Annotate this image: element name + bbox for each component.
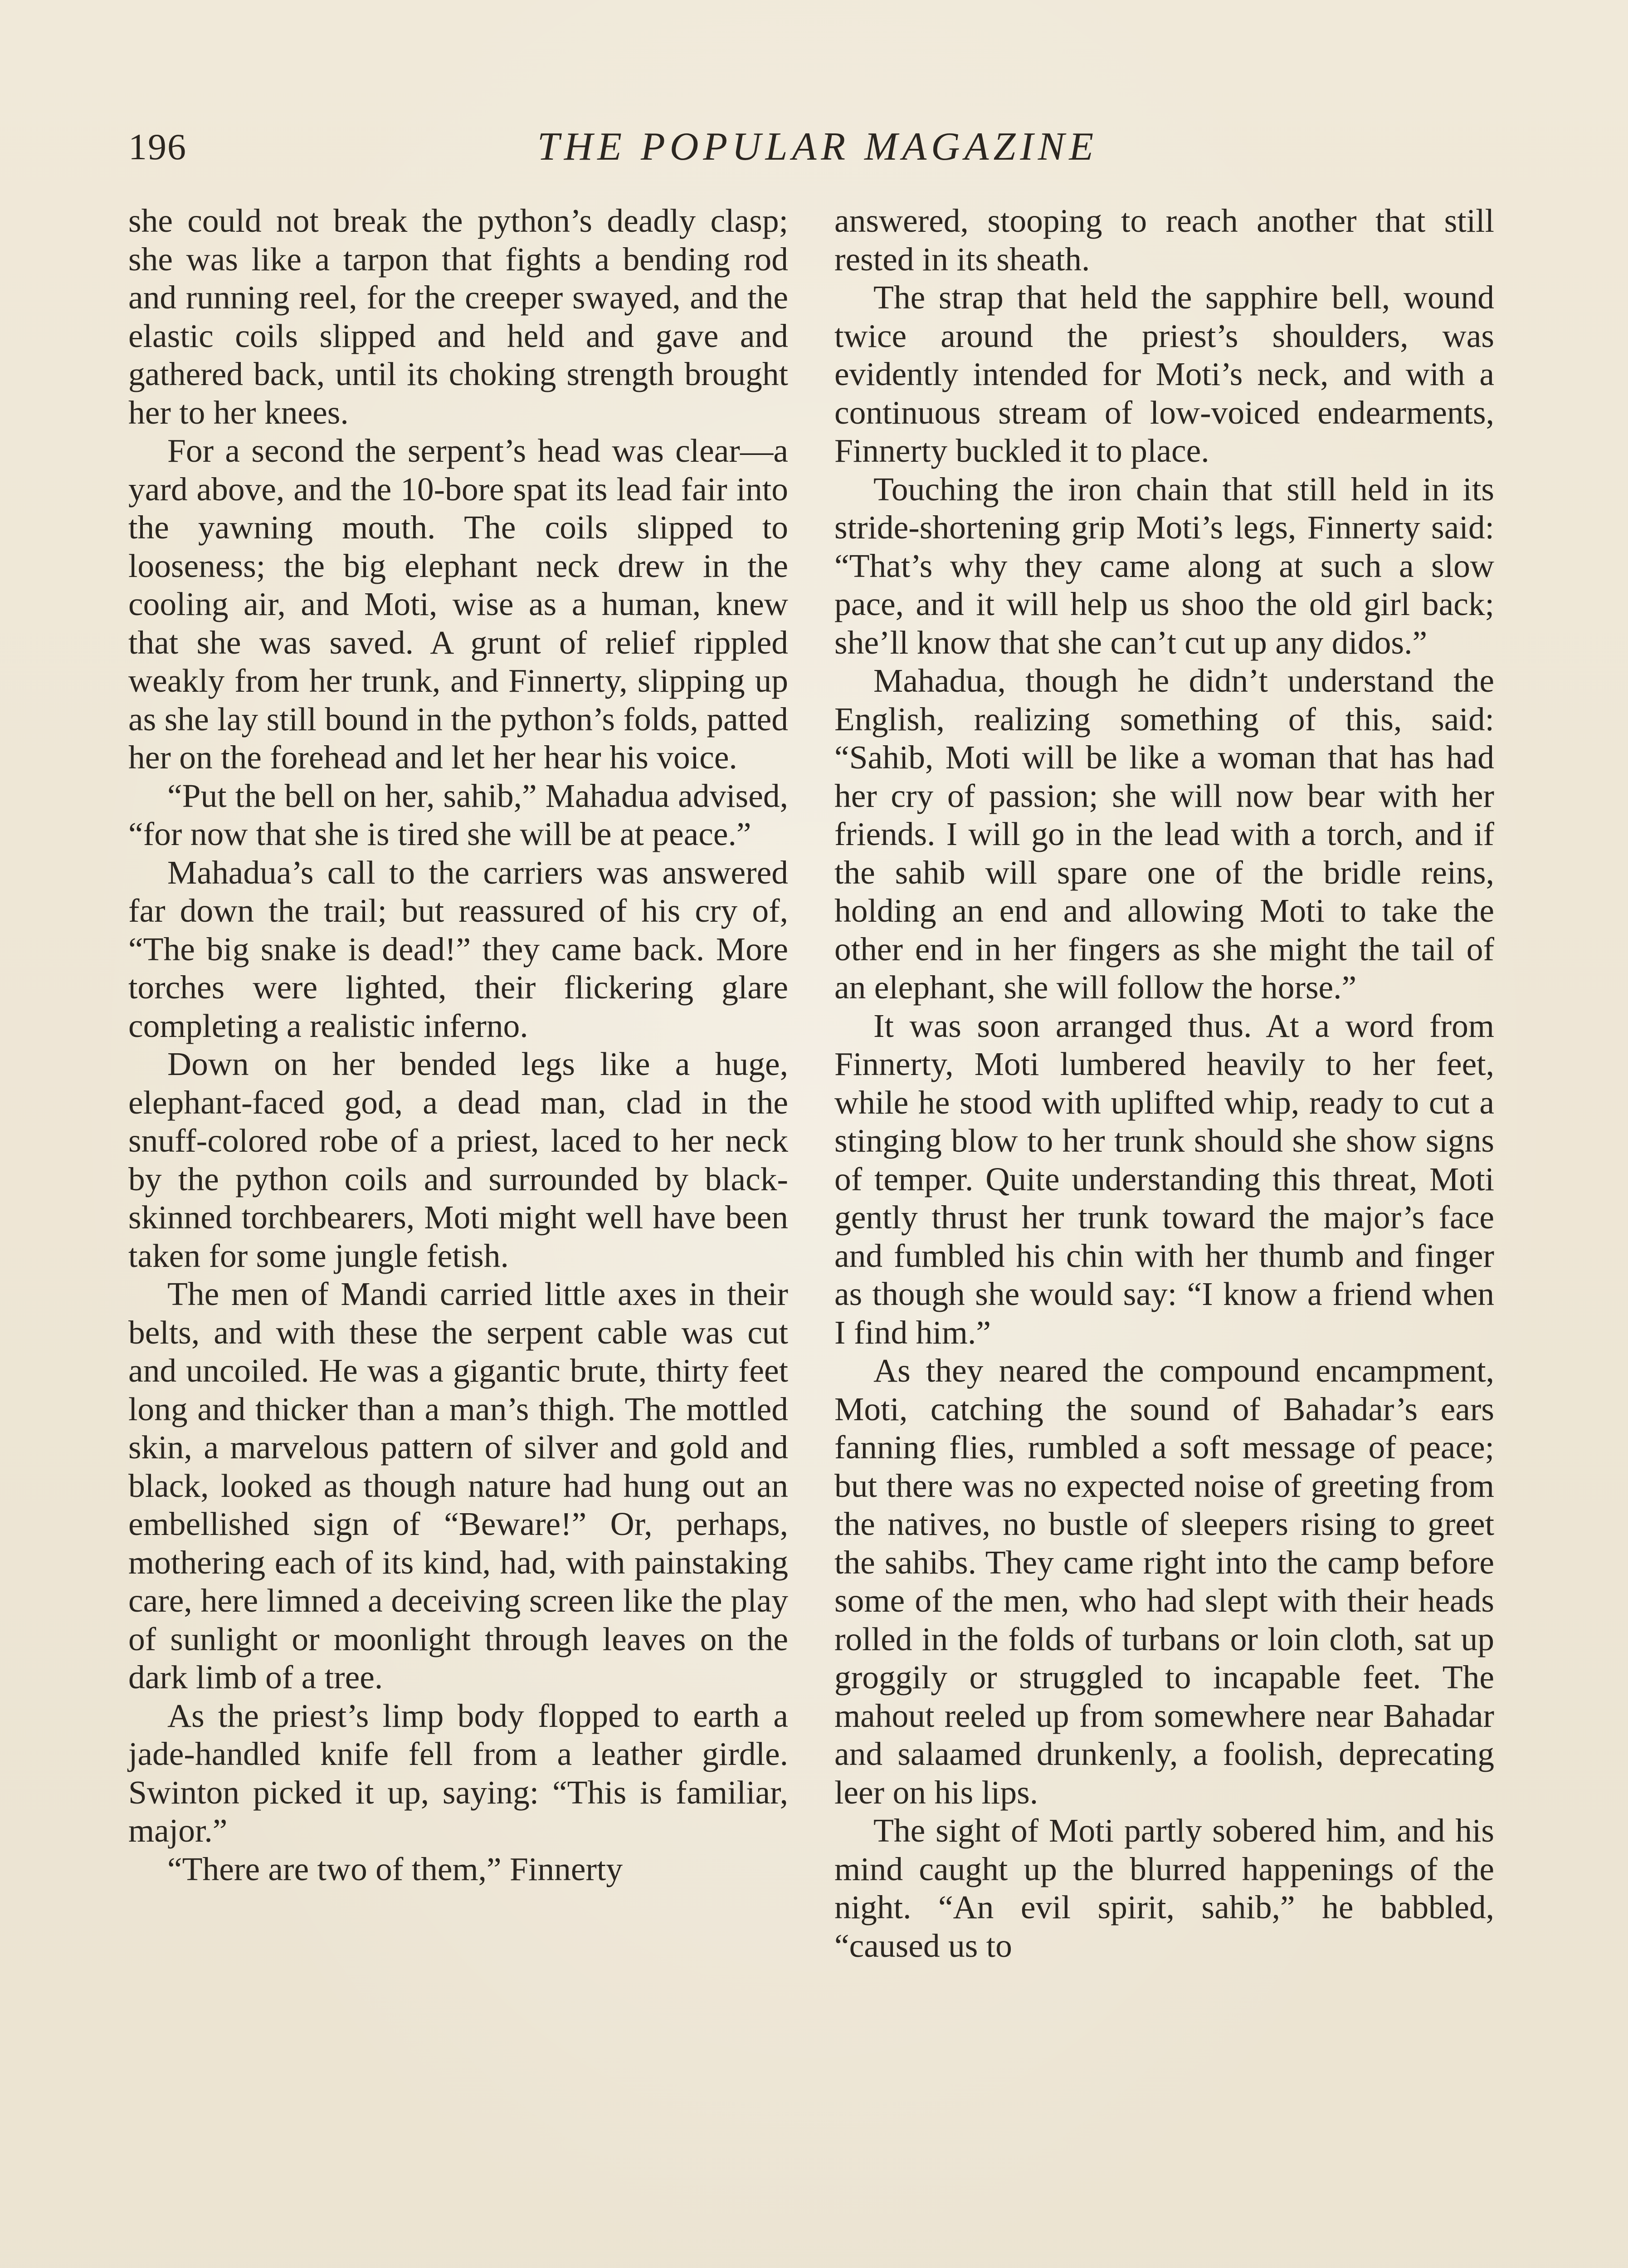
page-number: 196 xyxy=(128,126,187,167)
right-column xyxy=(834,202,1494,1965)
paragraph: The sight of Moti partly sobered him, and his mind caught up the blurred happenings of the night. “An evil spirit, sahib,” he babbled, “caused us to xyxy=(834,1812,1494,1964)
paragraph: As the priest’s limp body flopped to earth a jade-handled knife fell from a leather girdle. Swinton picked it up, saying: “This is familiar, major.” xyxy=(128,1697,788,1849)
paragraph: Mahadua, though he didn’t understand the English, realizing something of this, said: “Sahib, Moti will be like a woman that has had her cry of passion; she will now bear with her friends. I will go in the lead with a torch, and if the sahib will spare one of the bridle reins, holding an end and allowing Moti to take the other end in her fingers as she might the tail of an elephant, she will follow the horse.” xyxy=(834,662,1494,1006)
running-head: THE POPULAR MAGAZINE xyxy=(537,125,1098,169)
paragraph: It was soon arranged thus. At a word from Finnerty, Moti lumbered heavily to her feet, while he stood with uplifted whip, ready to cut a stinging blow to her trunk should she show signs of temper. Quite understanding this threat, Moti gently thrust her trunk toward the major’s face and fumbled his chin with her thumb and finger as though she would say: “I know a friend when I find him.” xyxy=(834,1007,1494,1351)
paragraph: Down on her bended legs like a huge, elephant-faced god, a dead man, clad in the snuff-colored robe of a priest, laced to her neck by the python coils and surrounded by black-skinned torchbearers, Moti might well have been taken for some jungle fetish. xyxy=(128,1046,788,1274)
paragraph: As they neared the compound encampment, Moti, catching the sound of Bahadar’s ears fanning flies, rumbled a soft message of peace; but there was no expected noise of greeting from the natives, no bustle of sleepers rising to greet the sahibs. They came right into the camp before some of the men, who had slept with their heads rolled in the folds of turbans or loin cloth, sat up groggily or struggled to incapable feet. The mahout reeled up from somewhere near Bahadar and salaamed drunkenly, a foolish, deprecating leer on his lips. xyxy=(834,1352,1494,1811)
page-header xyxy=(128,116,1507,179)
paragraph: Touching the iron chain that still held in its stride-shortening grip Moti’s legs, Finnerty said: “That’s why they came along at such a slow pace, and it will help us shoo the old girl back; she’ll know that she can’t cut up any didos.” xyxy=(834,470,1494,661)
paragraph: For a second the serpent’s head was clear—a yard above, and the 10-bore spat its lead fair into the yawning mouth. The coils slipped to looseness; the big elephant neck drew in the cooling air, and Moti, wise as a human, knew that she was saved. A grunt of relief rippled weakly from her trunk, and Finnerty, slipping up as she lay still bound in the python’s folds, patted her on the forehead and let her hear his voice. xyxy=(128,432,788,776)
paragraph: “There are two of them,” Finnerty xyxy=(167,1850,623,1887)
paragraph: she could not break the python’s deadly clasp; she was like a tarpon that fights a bending rod and running reel, for the creeper swayed, and the elastic coils slipped and held and gave and gathered back, until its choking strength brought her to her knees. xyxy=(128,202,788,431)
left-column xyxy=(128,202,788,1888)
paragraph: “Put the bell on her, sahib,” Mahadua advised, “for now that she is tired she will be at peace.” xyxy=(128,777,788,852)
paragraph: Mahadua’s call to the carriers was answered far down the trail; but reassured of his cry of, “The big snake is dead!” they came back. More torches were lighted, their flickering glare completing a realistic inferno. xyxy=(128,854,788,1044)
paragraph: answered, stooping to reach another that still rested in its sheath. xyxy=(834,202,1494,278)
paragraph: The men of Mandi carried little axes in their belts, and with these the serpent cable was cut and uncoiled. He was a gigantic brute, thirty feet long and thicker than a man’s thigh. The mottled skin, a marvelous pattern of silver and gold and black, looked as though nature had hung out an embellished sign of “Beware!” Or, perhaps, mothering each of its kind, had, with painstaking care, here limned a deceiving screen like the play of sunlight or moonlight through leaves on the dark limb of a tree. xyxy=(128,1276,788,1696)
paragraph: The strap that held the sapphire bell, wound twice around the priest’s shoulders, was evidently intended for Moti’s neck, and with a continuous stream of low-voiced endearments, Finnerty buckled it to place. xyxy=(834,279,1494,469)
